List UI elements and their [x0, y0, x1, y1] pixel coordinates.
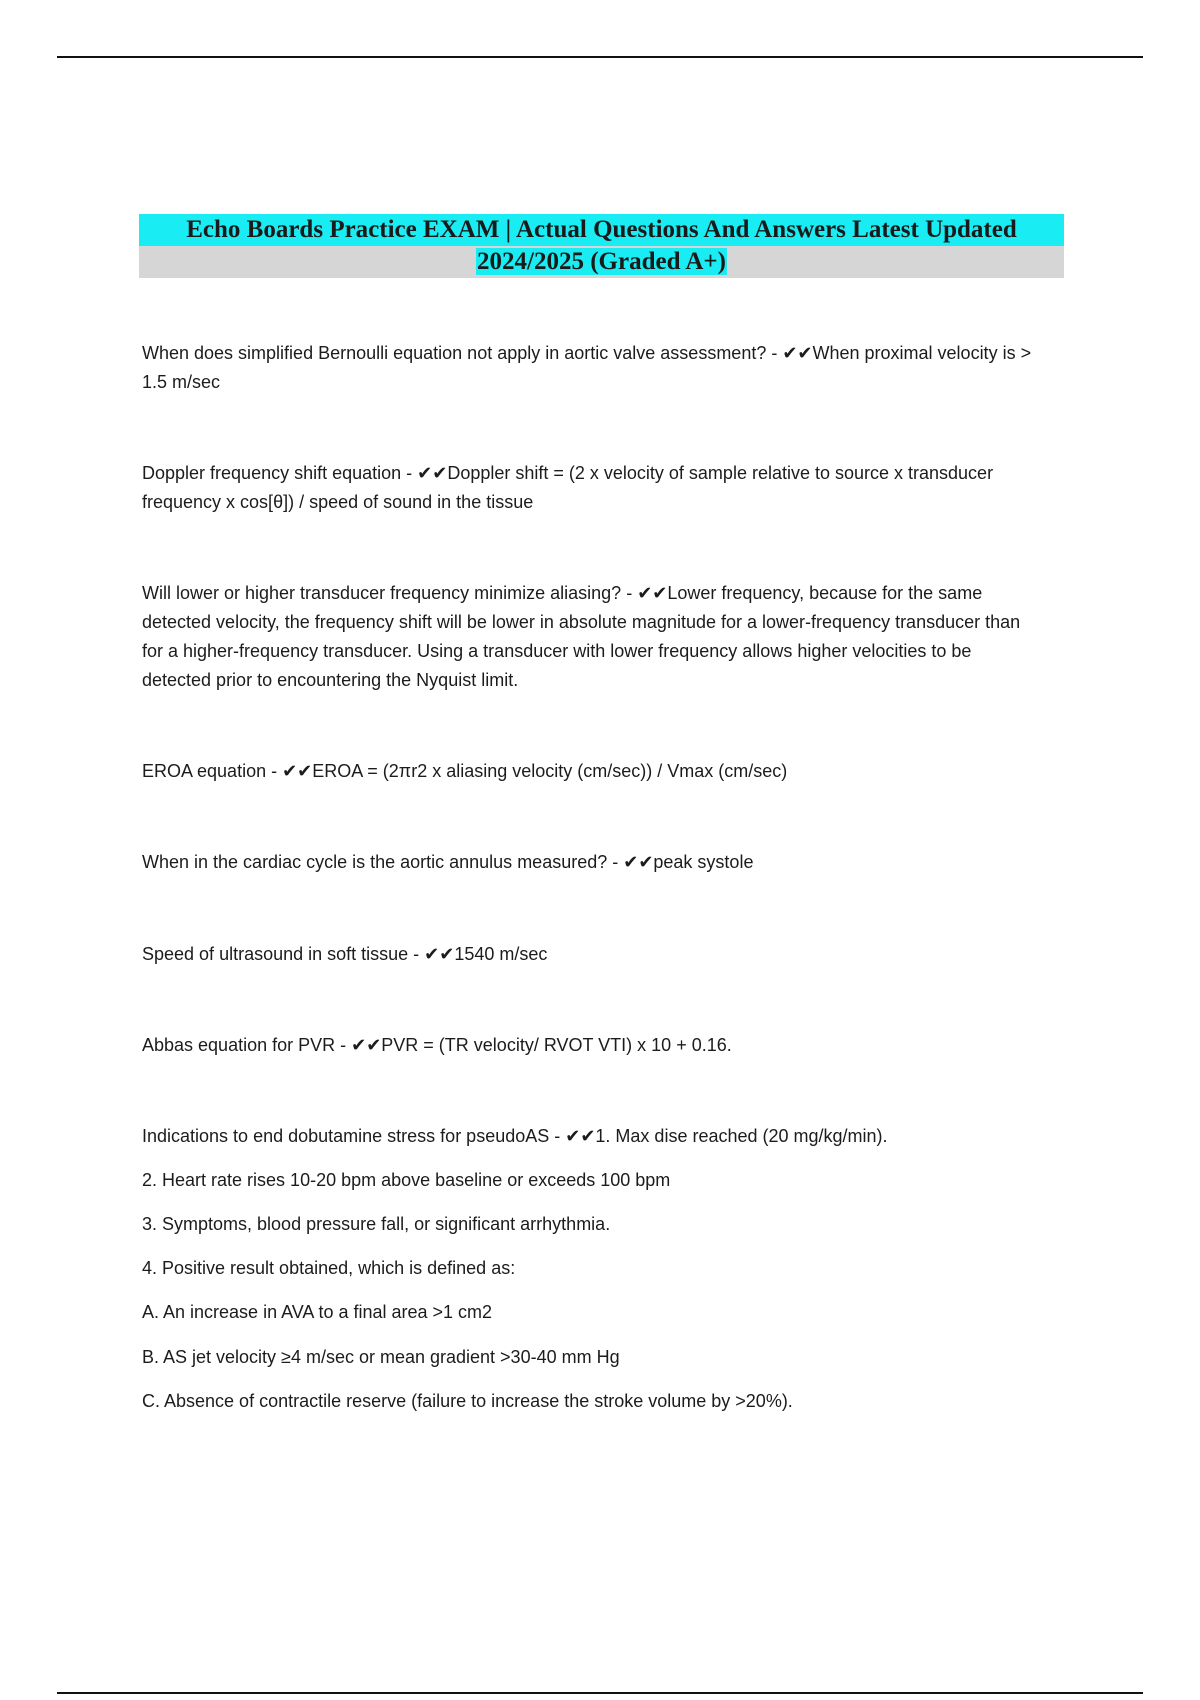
header-rule	[57, 56, 1143, 58]
document-title	[139, 214, 1064, 278]
qa-text: Abbas equation for PVR - ✔✔PVR = (TR velocity/ RVOT VTI) x 10 + 0.16.	[142, 1035, 732, 1055]
qa-text: Speed of ultrasound in soft tissue - ✔✔1540 m/sec	[142, 944, 548, 964]
qa-item	[142, 459, 1042, 517]
qa-item	[142, 1122, 1042, 1151]
qa-text: EROA equation - ✔✔EROA = (2πr2 x aliasing velocity (cm/sec)) / Vmax (cm/sec)	[142, 761, 788, 781]
qa-item	[142, 339, 1042, 397]
qa-item	[142, 579, 1042, 695]
title-line-2-band	[139, 246, 1064, 278]
list-item: B. AS jet velocity ≥4 m/sec or mean gradient >30-40 mm Hg	[142, 1347, 620, 1367]
list-item: 4. Positive result obtained, which is defined as:	[142, 1258, 516, 1278]
qa-item	[142, 848, 1042, 877]
list-item: C. Absence of contractile reserve (failure to increase the stroke volume by >20%).	[142, 1391, 793, 1411]
qa-text: When in the cardiac cycle is the aortic annulus measured? - ✔✔peak systole	[142, 852, 754, 872]
qa-text: Will lower or higher transducer frequency minimize aliasing? - ✔✔Lower frequency, because for the same detected velocity, the frequency shift will be lower in absolute magnitude for a lower-frequency transducer than for a higher-frequency transducer. Using a transducer with lower frequency allows higher velocities to be detected prior to encountering the Nyquist limit.	[142, 583, 1021, 690]
title-line-2: 2024/2025 (Graded A+)	[477, 248, 726, 275]
list-item: A. An increase in AVA to a final area >1 cm2	[142, 1302, 493, 1322]
list-item: 2. Heart rate rises 10-20 bpm above baseline or exceeds 100 bpm	[142, 1170, 671, 1190]
footer-rule	[57, 1692, 1143, 1694]
qa-item	[142, 940, 1042, 969]
title-line-1: Echo Boards Practice EXAM | Actual Questions And Answers Latest Updated	[139, 214, 1064, 246]
qa-item	[142, 757, 1042, 786]
qa-text: When does simplified Bernoulli equation not apply in aortic valve assessment? - ✔✔When proximal velocity is > 1.5 m/sec	[142, 343, 1032, 392]
qa-item	[142, 1031, 1042, 1060]
qa-text: Doppler frequency shift equation - ✔✔Doppler shift = (2 x velocity of sample relative to source x transducer frequency x cos[θ]) / speed of sound in the tissue	[142, 463, 994, 512]
list-item: 3. Symptoms, blood pressure fall, or significant arrhythmia.	[142, 1214, 611, 1234]
qa-text: Indications to end dobutamine stress for pseudoAS - ✔✔1. Max dise reached (20 mg/kg/min).	[142, 1126, 888, 1146]
